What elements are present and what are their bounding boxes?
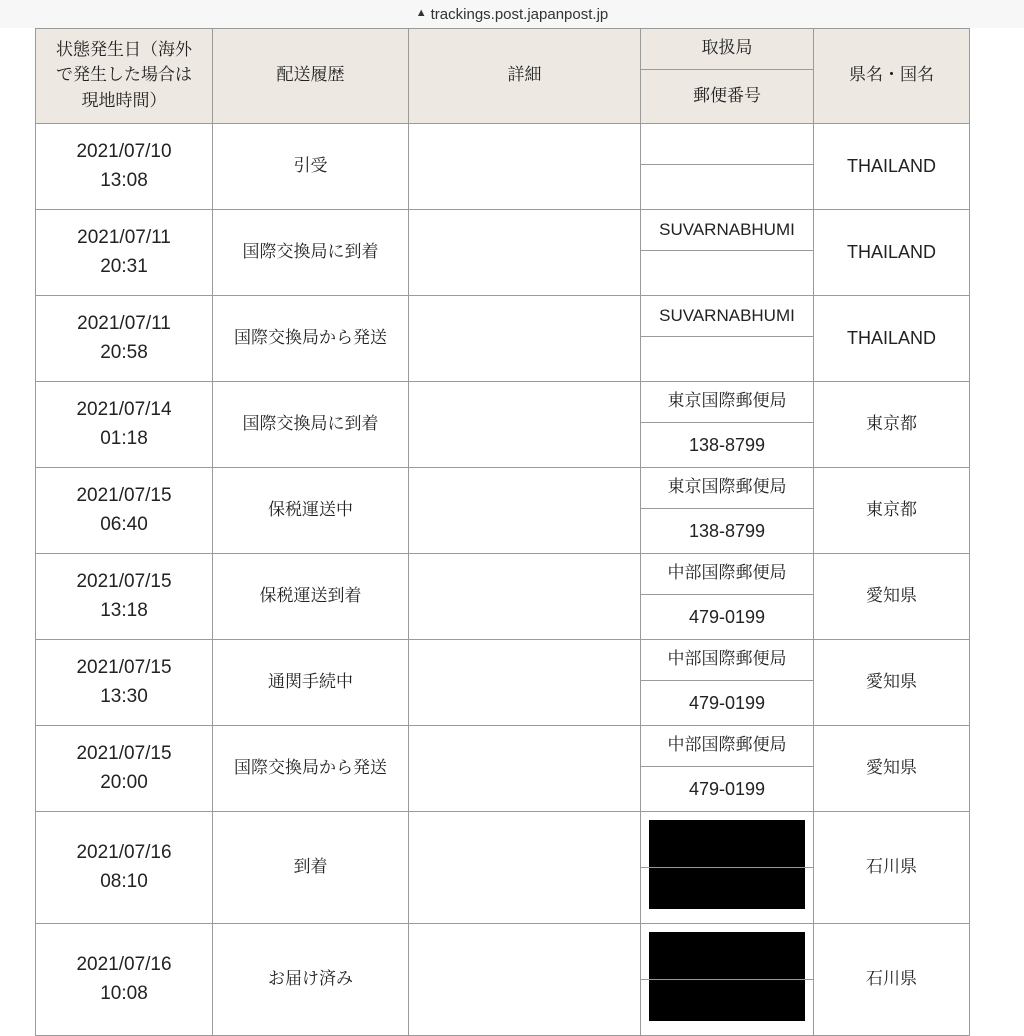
table-row [36, 924, 970, 980]
date-cell [36, 726, 213, 812]
table-row [36, 382, 970, 423]
redaction-block [649, 820, 805, 867]
header-history: 配送履歴 [213, 29, 409, 124]
redaction-block [649, 980, 805, 1021]
table-row [36, 812, 970, 868]
date-cell [36, 468, 213, 554]
warning-icon: ▲ [415, 7, 427, 19]
date-text: 2021/07/15 [76, 743, 172, 764]
url-text: trackings.post.japanpost.jp [430, 5, 609, 23]
date-text: 2021/07/11 [77, 313, 171, 334]
history-cell: お届け済み [213, 924, 409, 1036]
history-cell: 国際交換局から発送 [213, 726, 409, 812]
time-text: 10:08 [100, 982, 148, 1004]
header-details: 詳細 [409, 29, 641, 124]
prefecture-cell: THAILAND [814, 296, 970, 382]
date-cell [36, 210, 213, 296]
office-cell: 中部国際郵便局 [641, 640, 814, 681]
redaction-block [649, 868, 805, 909]
prefecture-cell: 石川県 [814, 812, 970, 924]
office-cell: 中部国際郵便局 [641, 726, 814, 767]
date-cell [36, 382, 213, 468]
office-cell: 中部国際郵便局 [641, 554, 814, 595]
office-cell: SUVARNABHUMI [641, 296, 814, 337]
office-cell [641, 812, 814, 868]
table-row [36, 726, 970, 767]
table-row [36, 468, 970, 509]
details-cell [409, 382, 641, 468]
table-row [36, 124, 970, 165]
history-cell: 通関手続中 [213, 640, 409, 726]
prefecture-cell: THAILAND [814, 124, 970, 210]
date-cell [36, 924, 213, 1036]
date-text: 2021/07/10 [76, 141, 172, 162]
office-cell [641, 924, 814, 980]
office-cell [641, 124, 814, 165]
details-cell [409, 468, 641, 554]
header-prefecture: 県名・国名 [814, 29, 970, 124]
postal-code-cell: 479-0199 [641, 681, 814, 726]
header-postal-code: 郵便番号 [641, 70, 814, 124]
time-text: 13:30 [100, 685, 148, 707]
prefecture-cell: 東京都 [814, 382, 970, 468]
postal-code-cell [641, 868, 814, 924]
date-cell [36, 124, 213, 210]
time-text: 08:10 [100, 870, 148, 892]
history-cell: 国際交換局から発送 [213, 296, 409, 382]
header-office: 取扱局 [641, 29, 814, 70]
prefecture-cell: 東京都 [814, 468, 970, 554]
details-cell [409, 640, 641, 726]
office-cell: 東京国際郵便局 [641, 468, 814, 509]
date-text: 2021/07/15 [76, 571, 172, 592]
header-date-label: 状態発生日（海外で発生した場合は現地時間） [56, 39, 192, 111]
postal-code-cell [641, 165, 814, 210]
postal-code-cell [641, 337, 814, 382]
prefecture-cell: 愛知県 [814, 726, 970, 812]
details-cell [409, 726, 641, 812]
date-text: 2021/07/15 [76, 657, 172, 678]
redaction-block [649, 932, 805, 979]
history-cell: 国際交換局に到着 [213, 210, 409, 296]
table-row [36, 296, 970, 337]
prefecture-cell: 愛知県 [814, 640, 970, 726]
date-text: 2021/07/16 [76, 954, 172, 975]
date-cell [36, 554, 213, 640]
office-cell: 東京国際郵便局 [641, 382, 814, 423]
details-cell [409, 812, 641, 924]
date-text: 2021/07/11 [77, 227, 171, 248]
date-text: 2021/07/16 [76, 842, 172, 863]
tracking-table [35, 28, 970, 1036]
history-cell: 保税運送中 [213, 468, 409, 554]
prefecture-cell: THAILAND [814, 210, 970, 296]
address-bar[interactable] [0, 0, 1024, 28]
details-cell [409, 296, 641, 382]
details-cell [409, 924, 641, 1036]
postal-code-cell [641, 980, 814, 1036]
history-cell: 引受 [213, 124, 409, 210]
history-cell: 到着 [213, 812, 409, 924]
table-row [36, 210, 970, 251]
postal-code-cell: 479-0199 [641, 595, 814, 640]
history-cell: 保税運送到着 [213, 554, 409, 640]
postal-code-cell [641, 251, 814, 296]
table-row [36, 640, 970, 681]
prefecture-cell: 石川県 [814, 924, 970, 1036]
history-cell: 国際交換局に到着 [213, 382, 409, 468]
time-text: 13:18 [100, 599, 148, 621]
date-cell [36, 296, 213, 382]
time-text: 20:31 [100, 255, 148, 277]
date-cell [36, 640, 213, 726]
header-date [36, 29, 213, 124]
time-text: 01:18 [100, 427, 148, 449]
time-text: 20:58 [100, 341, 148, 363]
time-text: 06:40 [100, 513, 148, 535]
postal-code-cell: 138-8799 [641, 509, 814, 554]
table-row [36, 554, 970, 595]
prefecture-cell: 愛知県 [814, 554, 970, 640]
date-text: 2021/07/14 [76, 399, 172, 420]
details-cell [409, 210, 641, 296]
postal-code-cell: 479-0199 [641, 767, 814, 812]
time-text: 13:08 [100, 169, 148, 191]
details-cell [409, 124, 641, 210]
date-text: 2021/07/15 [76, 485, 172, 506]
postal-code-cell: 138-8799 [641, 423, 814, 468]
time-text: 20:00 [100, 771, 148, 793]
office-cell: SUVARNABHUMI [641, 210, 814, 251]
date-cell [36, 812, 213, 924]
details-cell [409, 554, 641, 640]
